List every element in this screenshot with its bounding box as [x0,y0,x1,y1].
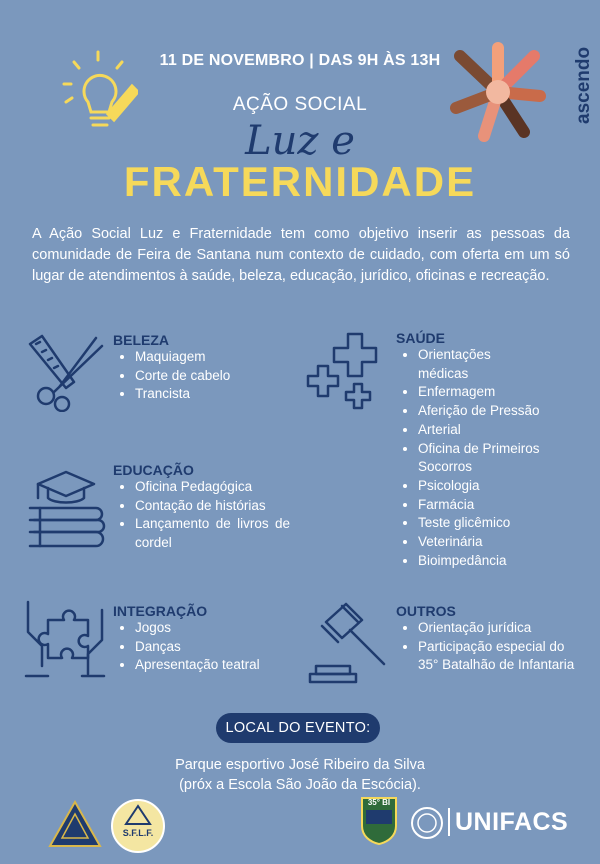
event-address [0,755,600,795]
gavel-icon [306,600,390,684]
list-item: • Participação especial do 35° Batalhão de Infantaria [418,638,576,675]
list-item: • Oficina de Primeiros Socorros [418,440,576,477]
item-list [113,619,303,675]
section-title: EDUCAÇÃO [113,462,194,478]
section-title: OUTROS [396,603,456,619]
list-item: • Lançamento de livros de cordel [135,515,290,552]
item-list [396,346,576,570]
list-item: • Maquiagem [135,348,293,367]
unifacs-logo: UNIFACS [455,808,569,836]
list-item: • Teste glicêmico [418,514,576,533]
list-item: • Oficina Pedagógica [135,478,303,497]
section-integracao [113,603,303,675]
list-item: • Trancista [135,385,293,404]
section-beleza [113,332,293,404]
medical-cross-icon [306,330,386,410]
section-title: BELEZA [113,332,169,348]
sflf-logo [110,798,166,854]
list-item: • Jogos [135,619,303,638]
event-date: 11 DE NOVEMBRO | DAS 9H ÀS 13H [159,52,441,69]
books-graduation-cap-icon [26,466,106,550]
list-item: • Bioimpedância [418,552,576,571]
sflf-label: S.F.L.F. [122,828,154,838]
list-item: • Farmácia [418,496,576,515]
list-item: • Aferição de Pressão [418,402,576,421]
list-item: • Corte de cabelo [135,367,293,386]
section-educacao [113,462,303,553]
address-line: (próx a Escola São João da Escócia). [179,777,421,793]
list-item: • Enfermagem [418,383,576,402]
local-label: LOCAL DO EVENTO: [216,713,380,743]
intro-text: A Ação Social Luz e Fraternidade tem como objetivo inserir as pessoas da comunidade de Feira de Santana num contexto de cuidado, com oferta em um só lugar de atendimentos à saúde, beleza, educação, jurídico, oficinas e recreação. [32,226,570,284]
list-item: • Orientação jurídica [418,619,581,638]
list-item: • Apresentação teatral [135,656,303,675]
section-title: INTEGRAÇÃO [113,603,208,619]
item-list [396,619,581,675]
list-item: • Arterial [418,421,576,440]
title-main: FRATERNIDADE [123,158,477,205]
section-outros [396,603,581,675]
list-item: • Veterinária [418,533,576,552]
list-item: • Danças [135,638,303,657]
item-list [113,348,293,404]
fraternidade-seal-logo [410,806,444,840]
scissors-comb-icon [26,330,106,412]
unifacs-divider [448,808,450,836]
battalion-label: 35° BI [367,798,391,807]
title-script: Luz e [245,118,355,164]
address-line: Parque esportivo José Ribeiro da Silva [175,757,425,773]
event-type: AÇÃO SOCIAL [232,94,368,115]
section-saude [396,330,576,570]
item-list [113,478,303,553]
puzzle-hands-icon [24,596,106,680]
list-item: • Contação de histórias [135,497,303,516]
section-title: SAÚDE [396,330,446,346]
list-item: • Psicologia [418,477,576,496]
brand-ascendo: ascendo [573,46,594,124]
list-item: • Orientações médicas [418,346,518,383]
luz-fraternidade-triangle-logo [48,800,102,848]
